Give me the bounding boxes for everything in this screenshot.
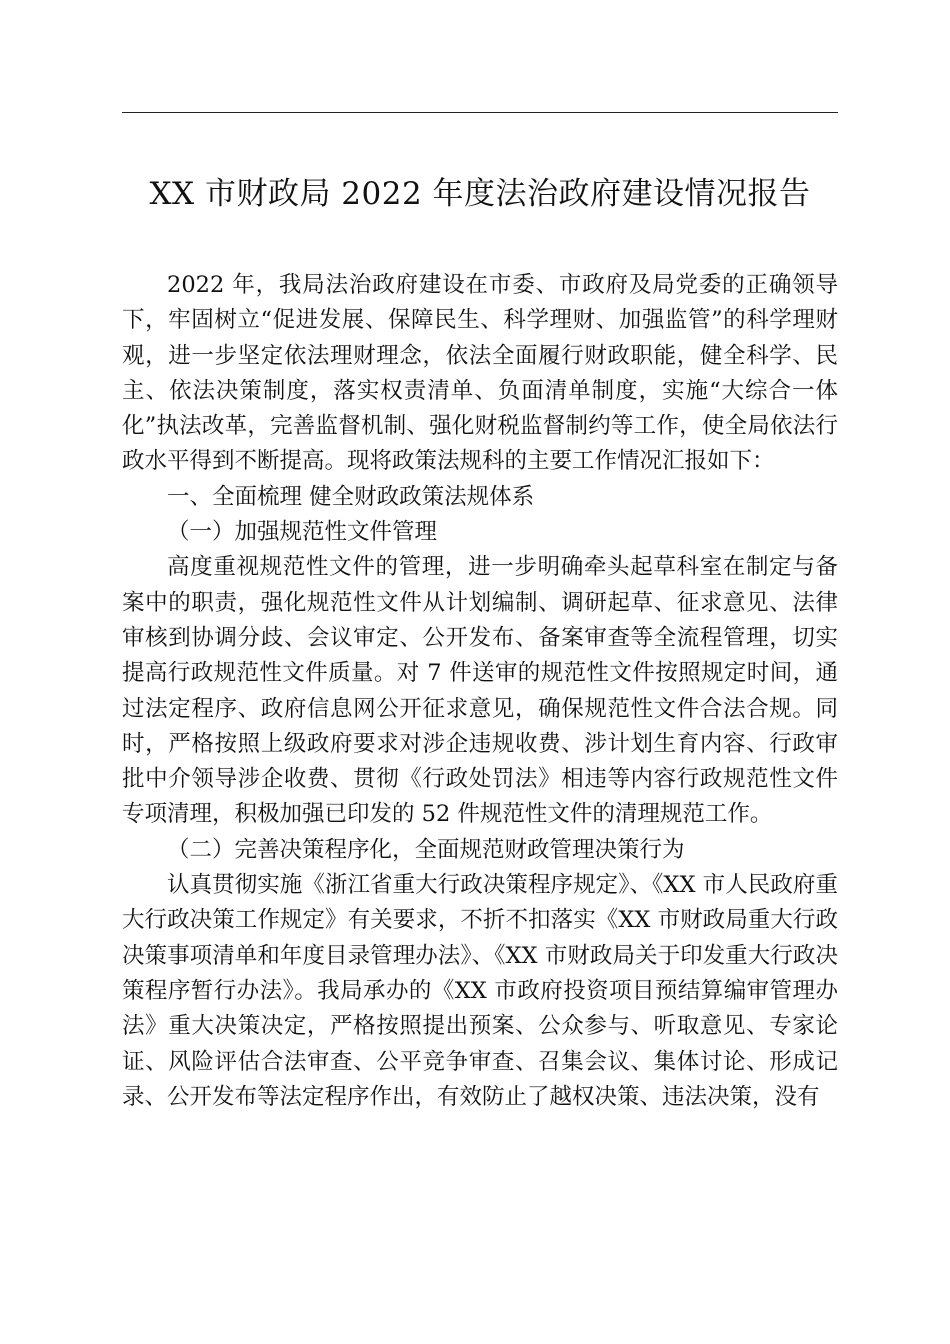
header-rule [122,112,838,113]
intro-paragraph: 2022 年，我局法治政府建设在市委、市政府及局党委的正确领导下，牢固树立“促进发展、保障民生、科学理财、加强监管”的科学理财观，进一步坚定依法理财理念，依法全面履行财政职能，健全科学、民主、依法决策制度，落实权责清单、负面清单制度，实施“大综合一体化”执法改革，完善监督机制、强化财税监督制约等工作，使全局依法行政水平得到不断提高。现将政策法规科的主要工作情况汇报如下： [122,272,838,475]
subsection-heading-1: （一）加强规范性文件管理 [167,519,438,546]
subsection-heading-2: （二）完善决策程序化，全面规范财政管理决策行为 [167,836,685,863]
document-body [122,268,838,1115]
document-title: XX 市财政局 2022 年度法治政府建设情况报告 [149,176,811,212]
section-heading-1: 一、全面梳理 健全财政政策法规体系 [167,483,535,510]
body-paragraph: 认真贯彻实施《浙江省重大行政决策程序规定》、《XX 市人民政府重大行政决策工作规定》有关要求，不折不扣落实《XX 市财政局重大行政决策事项清单和年度目录管理办法》、《XX 市财政局关于印发重大行政决策程序暂行办法》。我局承办的《XX 市政府投资项目预结算编审管理办法》重大决策决定，严格按照提出预案、公众参与、听取意见、专家论证、风险评估合法审查、公平竞争审查、召集会议、集体讨论、形成记录、公开发布等法定程序作出，有效防止了越权决策、违法决策，没有 [122,872,838,1110]
body-paragraph: 高度重视规范性文件的管理，进一步明确牵头起草科室在制定与备案中的职责，强化规范性文件从计划编制、调研起草、征求意见、法律审核到协调分歧、会议审定、公开发布、备案审查等全流程管理，切实提高行政规范性文件质量。对 7 件送审的规范性文件按照规定时间，通过法定程序、政府信息网公开征求意见，确保规范性文件合法合规。同时，严格按照上级政府要求对涉企违规收费、涉计划生育内容、行政审批中介领导涉企收费、贯彻《行政处罚法》相违等内容行政规范性文件专项清理，积极加强已印发的 52 件规范性文件的清理规范工作。 [122,554,838,828]
